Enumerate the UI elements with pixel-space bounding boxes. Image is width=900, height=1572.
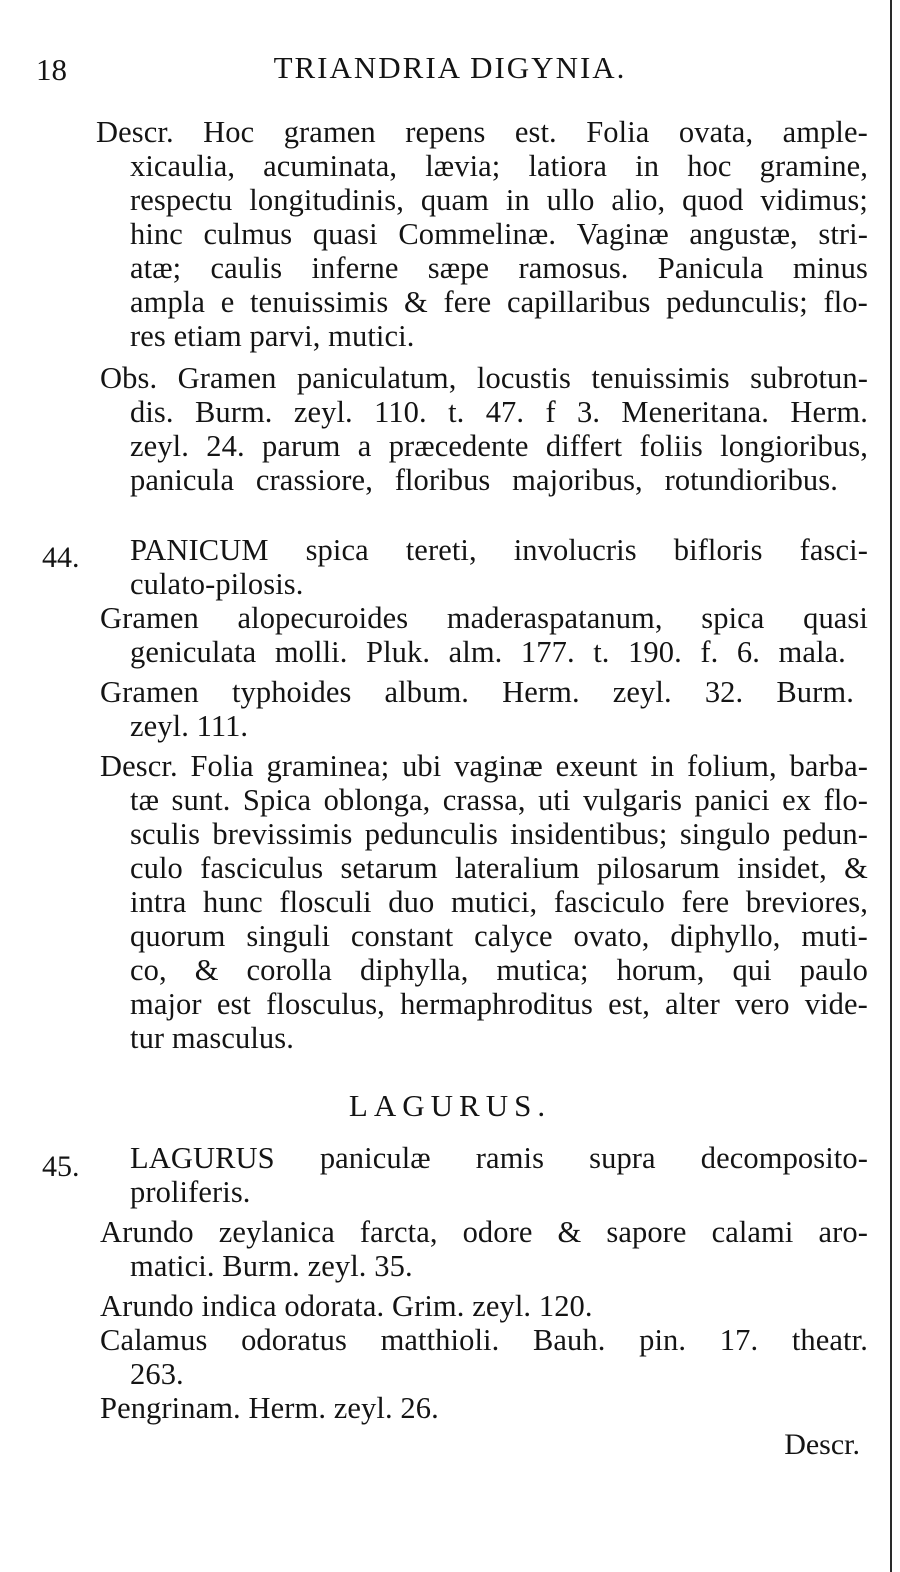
text-line: Calamus odoratus matthioli. Bauh. pin. 17. theatr. bbox=[100, 1323, 868, 1357]
page-edge-line bbox=[890, 0, 892, 1572]
text-line: zeyl. 111. bbox=[130, 709, 249, 743]
text-line: LAGURUS paniculæ ramis supra decomposito- bbox=[130, 1141, 868, 1175]
text-line: proliferis. bbox=[130, 1175, 251, 1209]
text-line: ampla e tenuissimis & fere capillaribus pedunculis; flo- bbox=[130, 285, 868, 319]
text-line: 263. bbox=[130, 1357, 184, 1391]
text-line: Gramen typhoides album. Herm. zeyl. 32. Burm. bbox=[100, 675, 854, 709]
text-line: culo fasciculus setarum lateralium pilosarum insidet, & bbox=[130, 851, 868, 885]
text-line: Arundo indica odorata. Grim. zeyl. 120. bbox=[100, 1289, 593, 1323]
running-title: TRIANDRIA DIGYNIA. bbox=[273, 50, 627, 85]
text-line: matici. Burm. zeyl. 35. bbox=[130, 1249, 413, 1283]
section-heading: LAGURUS. bbox=[348, 1088, 552, 1123]
page-number: 18 bbox=[36, 52, 67, 87]
text-line: Obs. Gramen paniculatum, locustis tenuissimis subrotun- bbox=[100, 361, 868, 395]
text-line: intra hunc flosculi duo mutici, fasciculo fere breviores, bbox=[130, 885, 868, 919]
text-line: sculis brevissimis pedunculis insidentibus; singulo pedun- bbox=[130, 817, 868, 851]
text-line: dis. Burm. zeyl. 110. t. 47. f 3. Meneritana. Herm. bbox=[130, 395, 868, 429]
catchword: Descr. bbox=[784, 1428, 860, 1461]
text-line: PANICUM spica tereti, involucris bifloris fasci- bbox=[130, 533, 868, 567]
text-line: xicaulia, acuminata, lævia; latiora in hoc gramine, bbox=[130, 149, 868, 183]
text-line: Descr. Hoc gramen repens est. Folia ovata, ample- bbox=[96, 115, 868, 149]
text-line: Gramen alopecuroides maderaspatanum, spica quasi bbox=[100, 601, 868, 635]
text-line: zeyl. 24. parum a præcedente differt foliis longioribus, bbox=[130, 429, 868, 463]
text-line: atæ; caulis inferne sæpe ramosus. Panicula minus bbox=[130, 251, 868, 285]
entry-number: 45. bbox=[42, 1150, 80, 1183]
text-line: major est flosculus, hermaphroditus est, alter vero vide- bbox=[130, 987, 868, 1021]
text-line: co, & corolla diphylla, mutica; horum, qui paulo bbox=[130, 953, 868, 987]
text-line: culato-pilosis. bbox=[130, 567, 304, 601]
text-line: Arundo zeylanica farcta, odore & sapore calami aro- bbox=[100, 1215, 868, 1249]
text-line: respectu longitudinis, quam in ullo alio, quod vidimus; bbox=[130, 183, 868, 217]
entry-number: 44. bbox=[42, 541, 80, 574]
text-line: panicula crassiore, floribus majoribus, rotundioribus. bbox=[130, 463, 838, 497]
text-line: Pengrinam. Herm. zeyl. 26. bbox=[100, 1391, 439, 1425]
text-line: geniculata molli. Pluk. alm. 177. t. 190. f. 6. mala. bbox=[130, 635, 846, 669]
text-line: tæ sunt. Spica oblonga, crassa, uti vulgaris panici ex flo- bbox=[130, 783, 868, 817]
text-line: hinc culmus quasi Commelinæ. Vaginæ angustæ, stri- bbox=[130, 217, 868, 251]
text-line: Descr. Folia graminea; ubi vaginæ exeunt in folium, barba- bbox=[100, 749, 868, 783]
text-line: tur masculus. bbox=[130, 1021, 294, 1055]
text-line: quorum singuli constant calyce ovato, diphyllo, muti- bbox=[130, 919, 868, 953]
text-line: res etiam parvi, mutici. bbox=[130, 319, 415, 353]
